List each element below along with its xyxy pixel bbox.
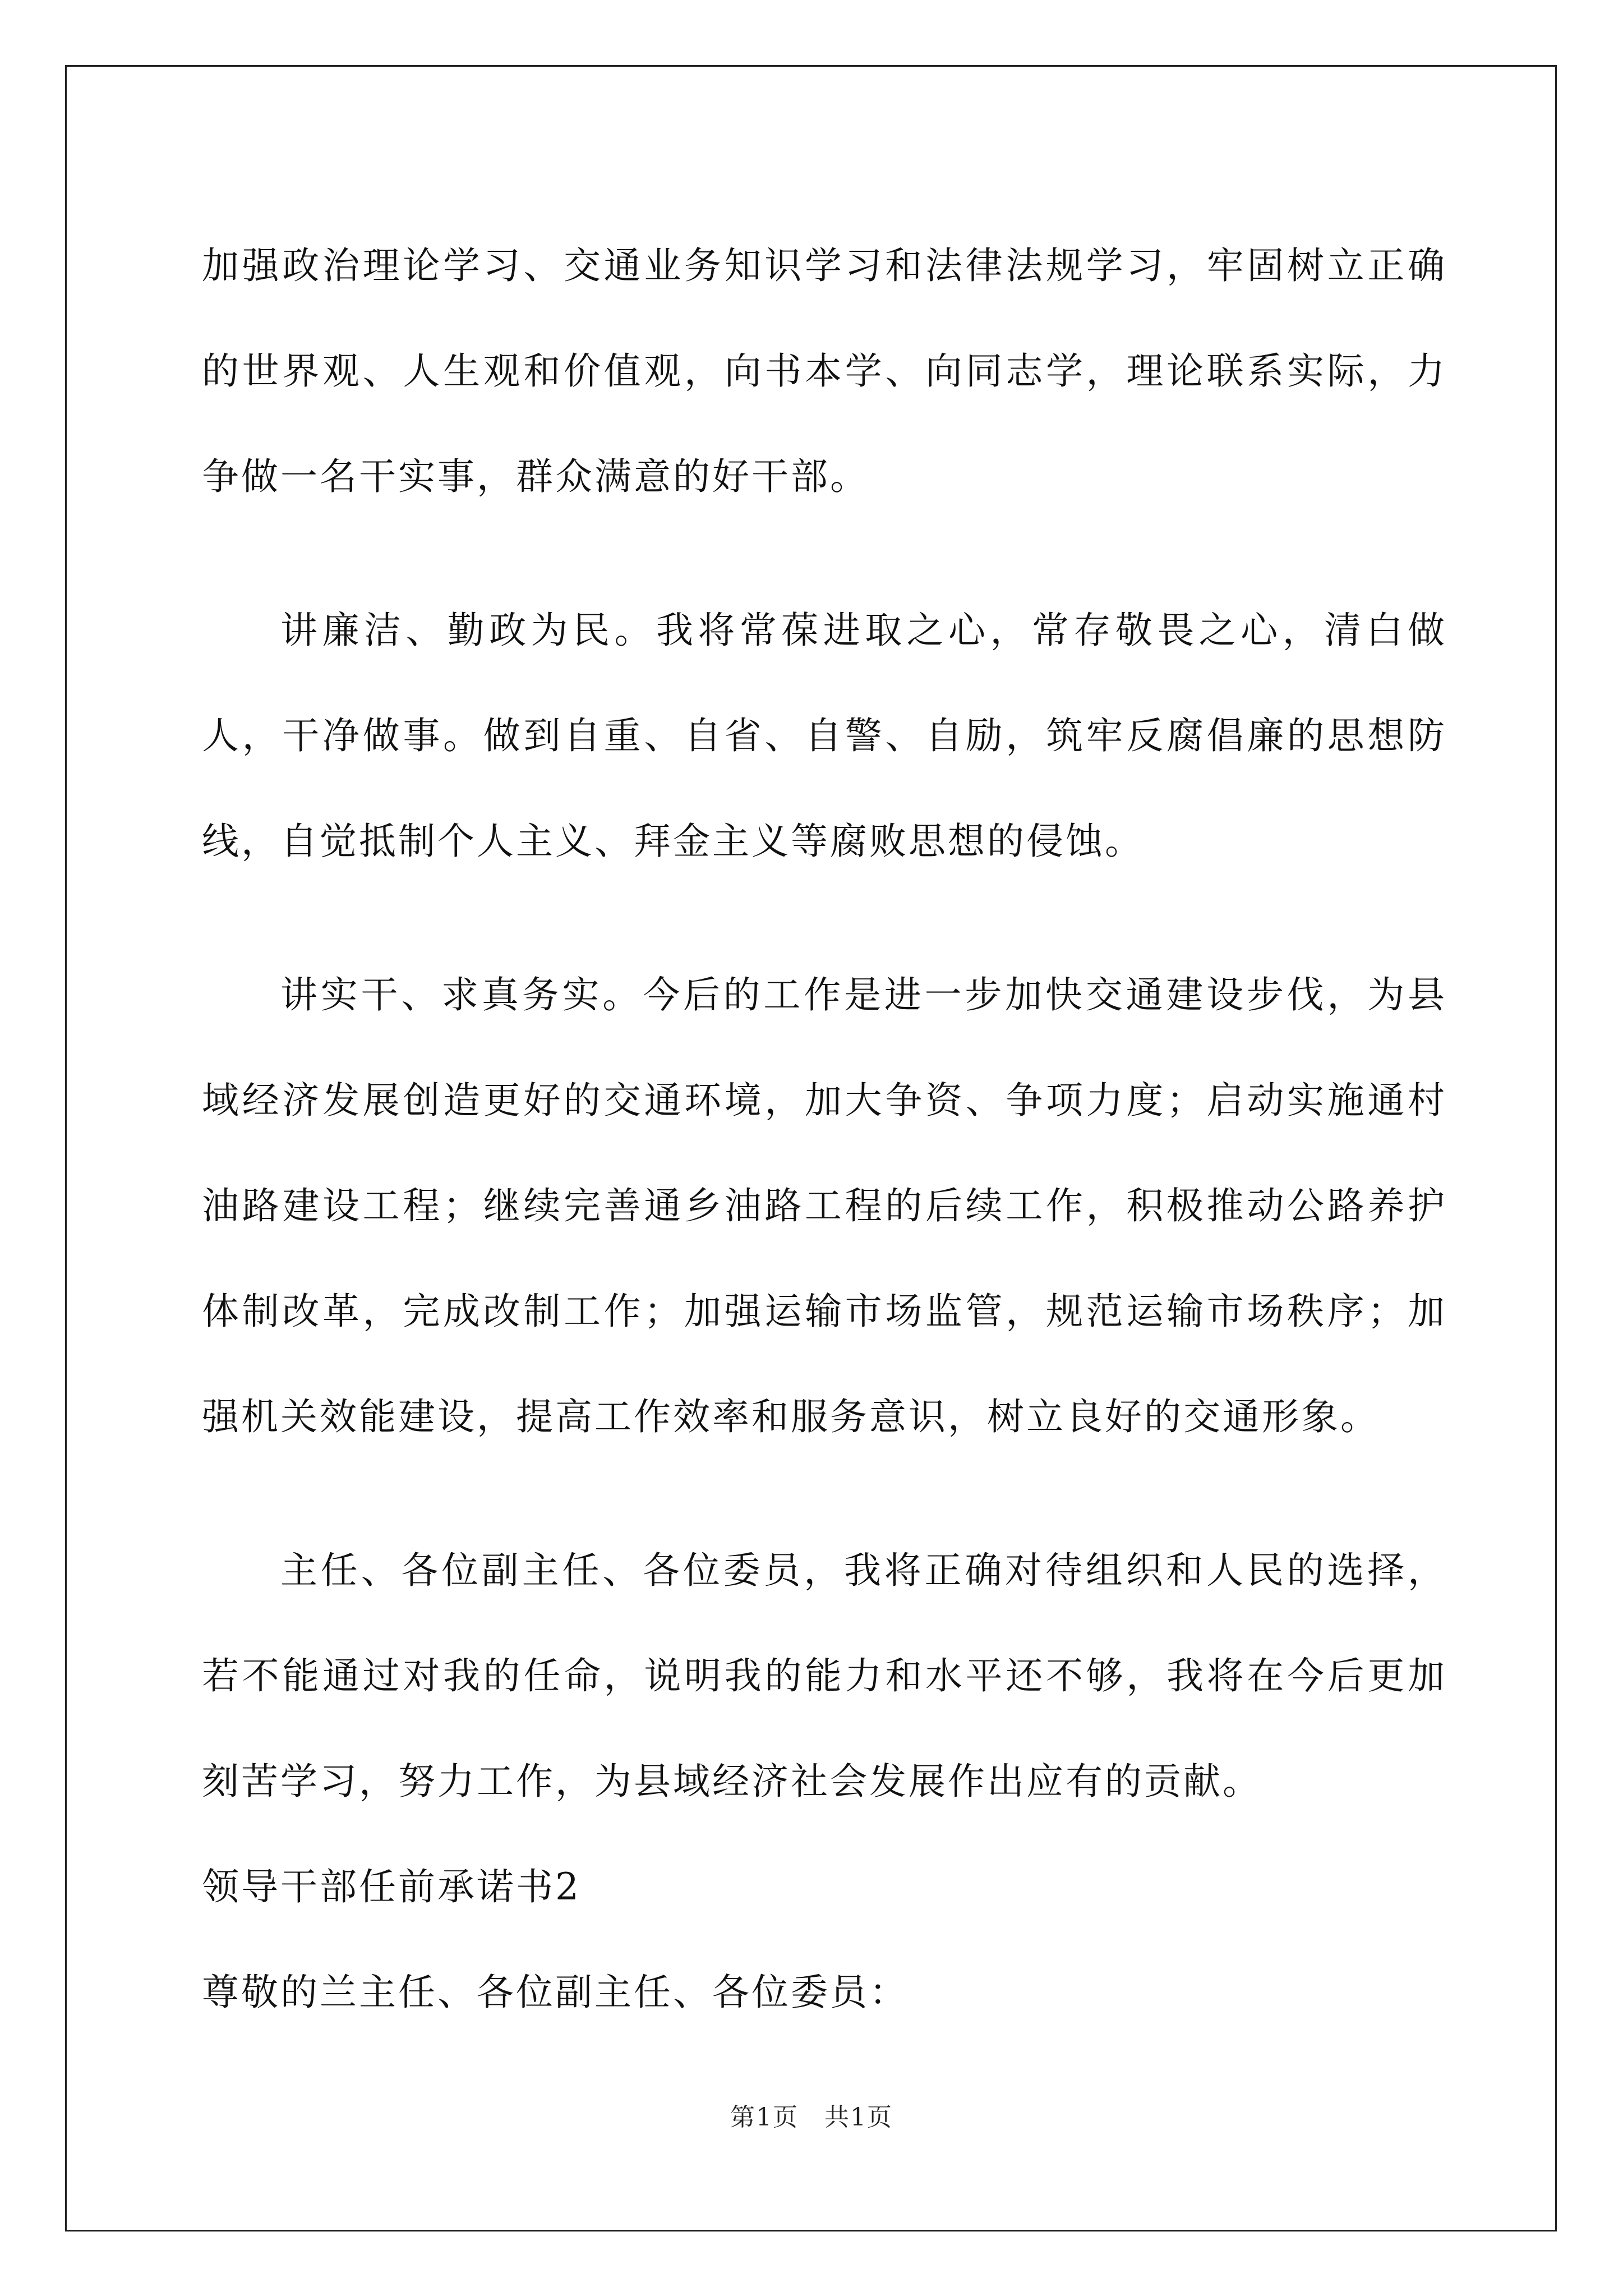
- page-footer: 第1页 共1页: [730, 2103, 893, 2132]
- paragraph-work: 讲实干、求真务实。今后的工作是进一步加快交通建设步伐，为县域经济发展创造更好的交通环境，加大争资、争项力度；启动实施通村油路建设工程；继续完善通乡油路工程的后续工作，积极推动公路养护体制改革，完成改制工作；加强运输市场监管，规范运输市场秩序；加强机关效能建设，提高工作效率和服务意识，树立良好的交通形象。: [202, 973, 1447, 1438]
- salutation: 尊敬的兰主任、各位副主任、各位委员：: [202, 1971, 909, 2014]
- paragraph-study: 加强政治理论学习、交通业务知识学习和法律法规学习，牢固树立正确的世界观、人生观和价值观，向书本学、向同志学，理论联系实际，力争做一名干实事，群众满意的好干部。: [202, 244, 1447, 498]
- paragraph-integrity: 讲廉洁、勤政为民。我将常葆进取之心，常存敬畏之心，清白做人，干净做事。做到自重、自省、自警、自励，筑牢反腐倡廉的思想防线，自觉抵制个人主义、拜金主义等腐败思想的侵蚀。: [202, 609, 1447, 863]
- paragraph-commitment: 主任、各位副主任、各位委员，我将正确对待组织和人民的选择，若不能通过对我的任命，说明我的能力和水平还不够，我将在今后更加刻苦学习，努力工作，为县域经济社会发展作出应有的贡献。: [202, 1549, 1447, 1803]
- section-title: 领导干部任前承诺书2: [202, 1865, 581, 1908]
- document-body: [202, 213, 1447, 2045]
